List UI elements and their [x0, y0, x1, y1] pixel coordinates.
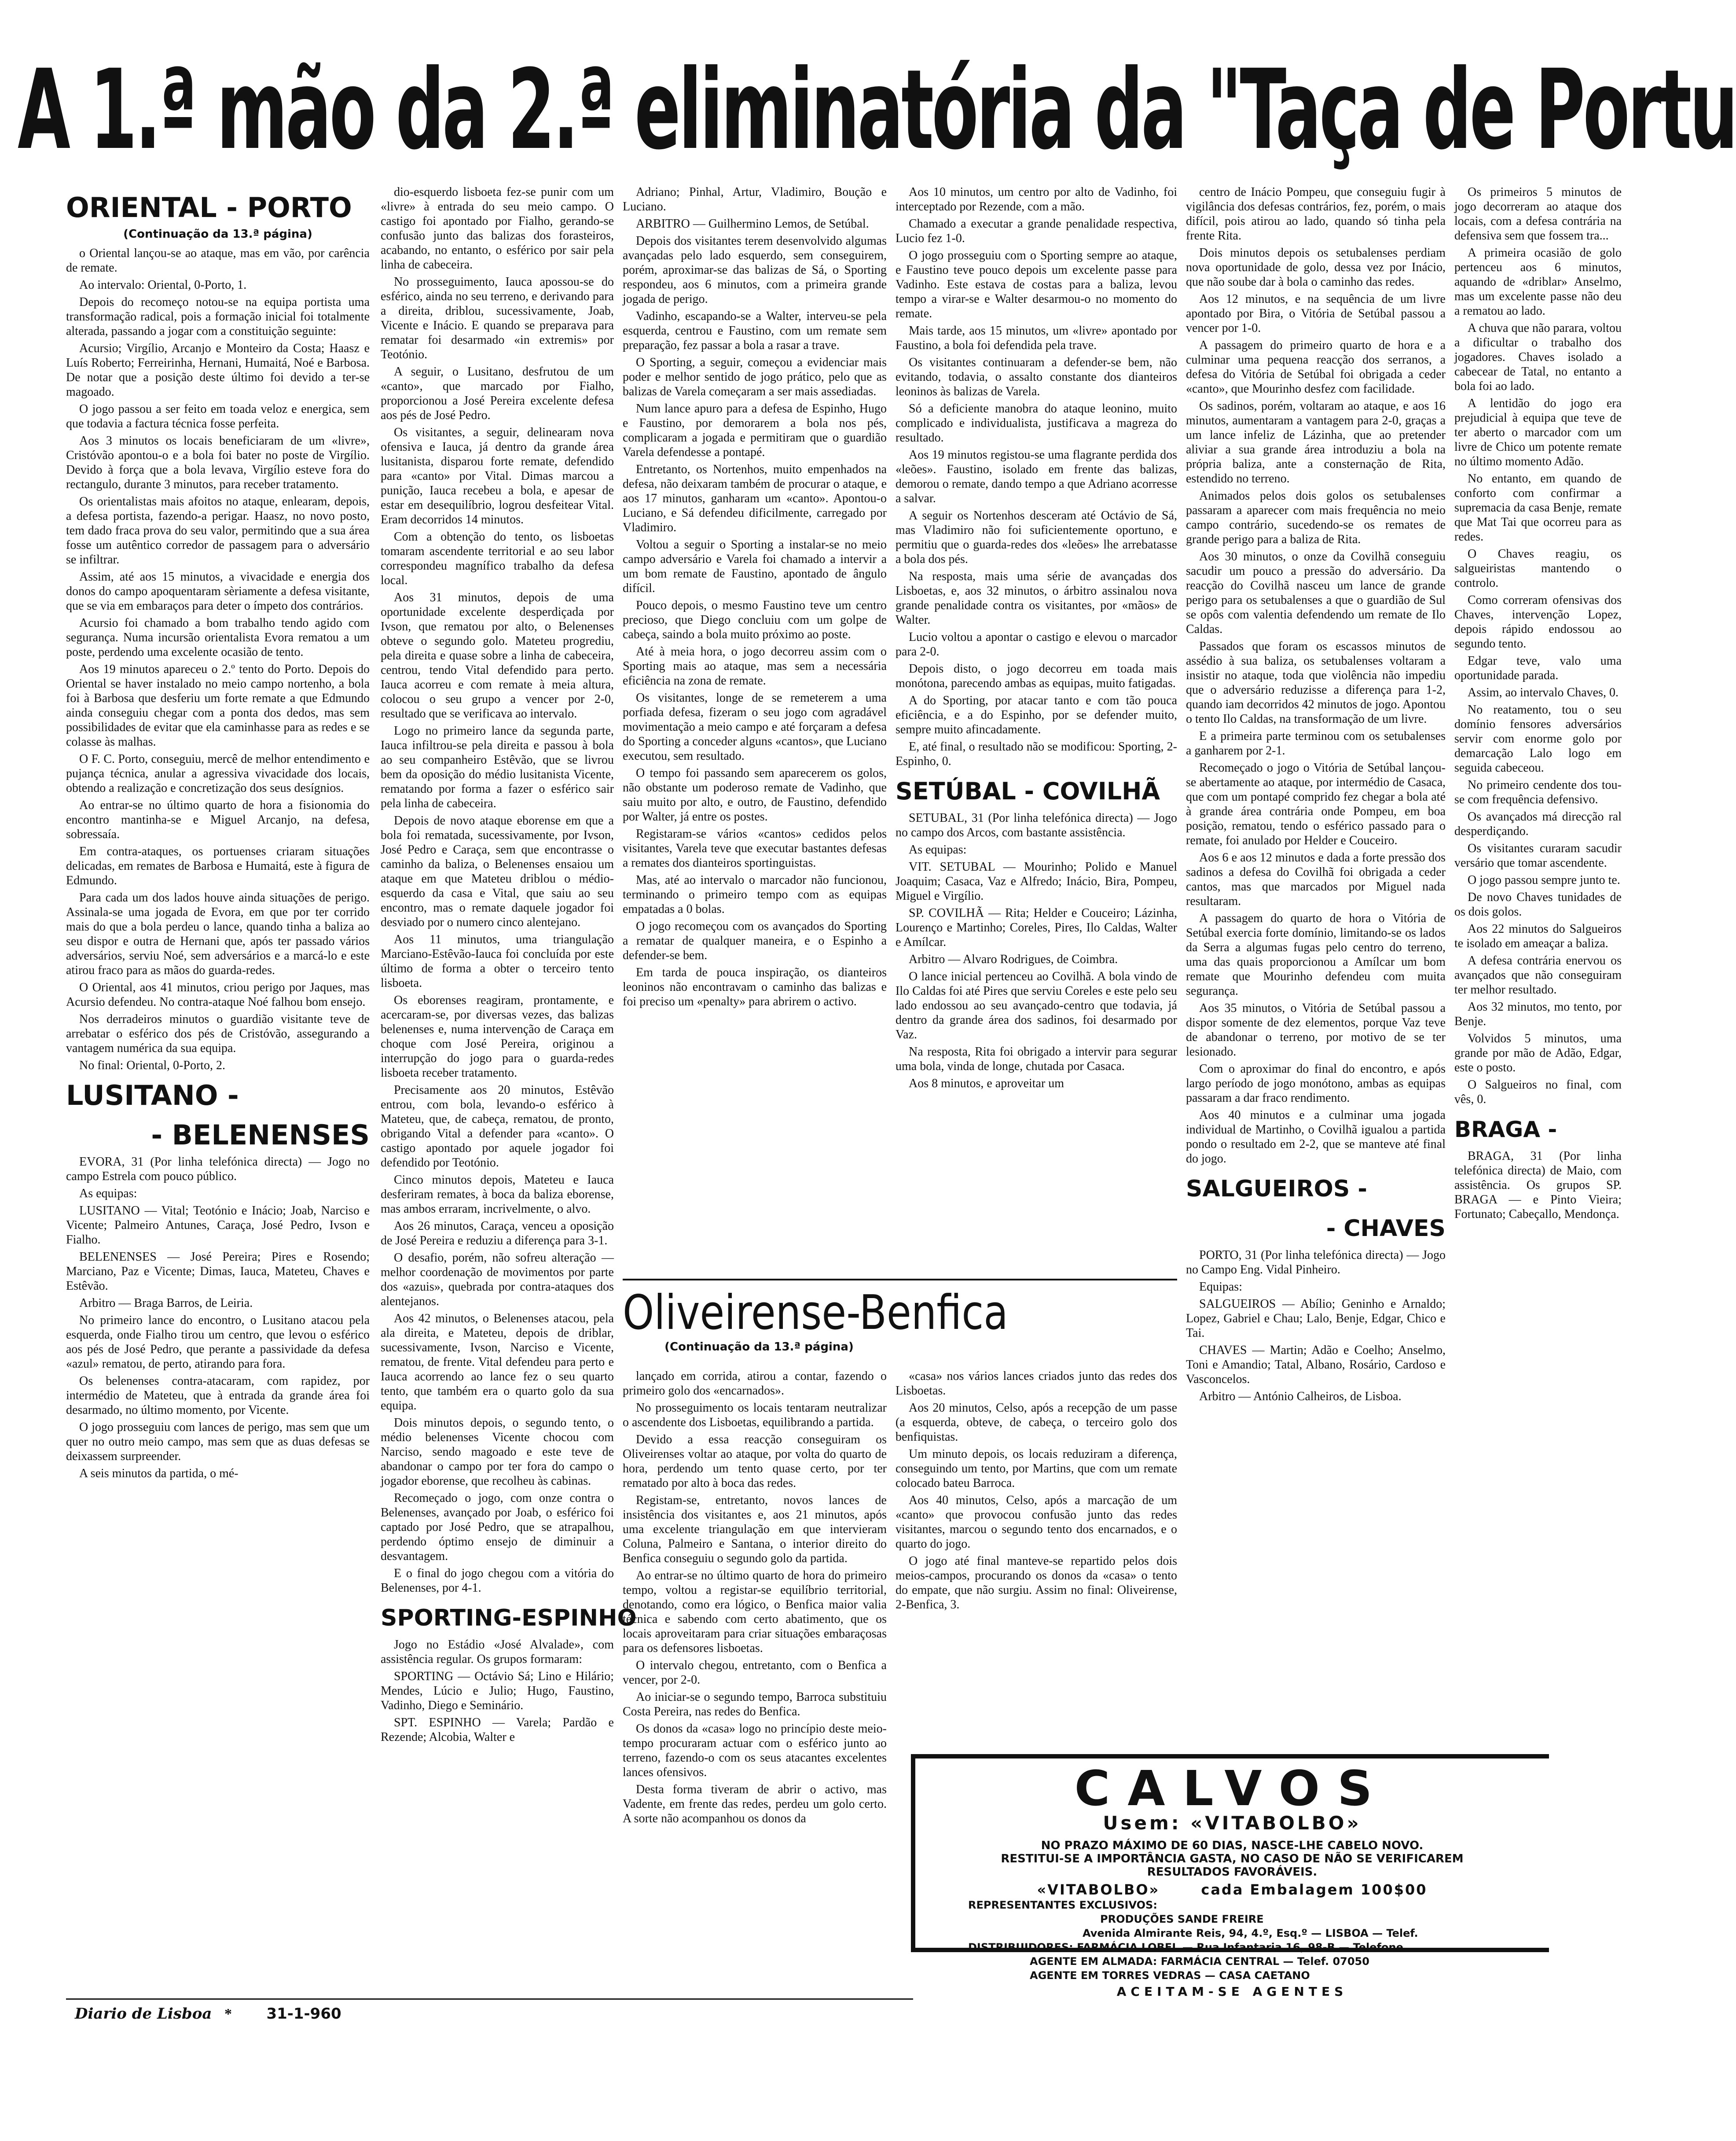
paragraph: Ao entrar-se no último quarto de hora a fisionomia do encontro mantinha-se e Miguel Arcanjo, na defesa, sobressaía.: [66, 798, 370, 841]
paragraph: Entretanto, os Nortenhos, muito empenhados na defesa, não deixaram também de procurar o ataque, e aos 17 minutos, ganharam um «canto». Apontou-o Luciano, e Sá defendeu dificilmente, carregado por Vladimiro.: [623, 463, 887, 534]
paragraph: Só a deficiente manobra do ataque leonino, muito complicado e individualista, justificava a magreza do resultado.: [896, 402, 1177, 445]
paragraph: SPORTING — Octávio Sá; Lino e Hilário; Mendes, Lúcio e Julio; Hugo, Faustino, Vadinho, Diego e Seminário.: [381, 1670, 614, 1712]
paragraph: Ao entrar-se no último quarto de hora do primeiro tempo, voltou a registar-se equilíbrio territorial, denotando, como era lógico, o Benfica maior valia técnica e sabendo com certo abatimento, que os locais aproveitaram para criar situações embaraçosas para os defensores lisboetas.: [623, 1569, 887, 1655]
paragraph: Aos 19 minutos apareceu o 2.º tento do Porto. Depois do Oriental se haver instalado no meio campo nortenho, a bola foi à Barbosa que desferiu um forte remate a que Edmundo ainda conseguiu chegar com a ponta dos dedos, mas sem possibilidades de evitar que ela caminhasse para as redes e se colasse às malhas.: [66, 662, 370, 749]
paragraph: Aos 35 minutos, o Vitória de Setúbal passou a dispor somente de dez elementos, porque Vaz teve de abandonar o terreno, por motivo de se ter lesionado.: [1186, 1001, 1446, 1059]
column-6: [1454, 185, 1622, 1739]
paragraph: Aos 32 minutos, mo tento, por Benje.: [1454, 1000, 1622, 1028]
ad-agent-torres-vedras: AGENTE EM TORRES VEDRAS — CASA CAETANO: [1030, 1969, 1310, 1982]
ad-line-1: NO PRAZO MÁXIMO DE 60 DIAS, NASCE-LHE CABELO NOVO.: [1041, 1839, 1424, 1852]
paragraph: Acursio foi chamado a bom trabalho tendo agido com segurança. Numa incursão orientalista Evora rematou a um poste, perdendo uma excelente ocasião de tento.: [66, 616, 370, 659]
paragraph: SPT. ESPINHO — Varela; Pardão e Rezende; Alcobia, Walter e: [381, 1716, 614, 1744]
paragraph: O tempo foi passando sem aparecerem os golos, não obstante um poderoso remate de Vadinho, que saiu muito por alto, e outro, de Faustino, defendido por Walter, já entre os postes.: [623, 766, 887, 824]
ad-accept-agents: ACEITAM-SE AGENTES: [1116, 1984, 1348, 1999]
paragraph: Em tarda de pouca inspiração, os dianteiros leoninos não encontravam o caminho das balizas e foi preciso um «penalty» para abrirem o activo.: [623, 966, 887, 1008]
article-salgueiros-continued: [1454, 185, 1622, 1107]
paragraph: E a primeira parte terminou com os setubalenses a ganharem por 2-1.: [1186, 729, 1446, 758]
paragraph: Com o aproximar do final do encontro, e após largo período de jogo monótono, ambas as equipas passaram a dar fraco rendimento.: [1186, 1062, 1446, 1105]
paragraph: Ao iniciar-se o segundo tempo, Barroca substituiu Costa Pereira, nas redes do Benfica.: [623, 1690, 887, 1718]
paragraph: Arbitro — Alvaro Rodrigues, de Coimbra.: [909, 953, 1118, 966]
column-4: [896, 185, 1177, 1277]
section-title-belenenses: - BELENENSES: [151, 1119, 370, 1151]
article-braga: [1454, 1149, 1622, 1221]
paragraph: As equipas:: [909, 843, 967, 857]
article-oliveirense-col-b: [896, 1369, 1177, 1730]
paragraph: De novo Chaves tunidades de os dois golos.: [1454, 890, 1622, 919]
ad-brand: CALVOS: [1074, 1760, 1390, 1817]
page-footer: [75, 2005, 341, 2023]
paragraph: E o final do jogo chegou com a vitória do Belenenses, por 4-1.: [381, 1567, 614, 1595]
paragraph: Os orientalistas mais afoitos no ataque, enlearam, depois, a defesa portista, fazendo-a perigar. Haasz, no novo posto, tem dado fraca prova do seu valor, permitindo que a sua área fosse um autêntico corredor de passagem para o adversário se infiltrar.: [66, 495, 370, 567]
column-5: [1186, 185, 1446, 1725]
ad-line-3: RESULTADOS FAVORÁVEIS.: [1147, 1865, 1318, 1879]
article-sporting-end: [896, 185, 1177, 769]
paragraph: Os visitantes, longe de se remeterem a uma porfiada defesa, fizeram o seu jogo com agradável movimentação a meio campo e até forçaram a defesa do Sporting a conceder alguns «cantos», que Luciano executou, sem resultado.: [623, 691, 887, 763]
section-title-sporting-espinho: SPORTING-ESPINHO: [381, 1605, 637, 1631]
ad-price-line: [915, 1881, 1549, 1898]
paragraph: SETUBAL, 31 (Por linha telefónica directa) — Jogo no campo dos Arcos, com bastante assistência.: [896, 811, 1177, 839]
section-title-salgueiros: SALGUEIROS -: [1186, 1176, 1367, 1202]
paragraph: Aos 10 minutos, um centro por alto de Vadinho, foi interceptado por Rezende, com a mão.: [896, 185, 1177, 213]
paragraph: «casa» nos vários lances criados junto das redes dos Lisboetas.: [896, 1369, 1177, 1398]
ad-rep-name: PRODUÇÕES SANDE FREIRE: [1100, 1913, 1264, 1925]
paragraph: Aos 19 minutos registou-se uma flagrante perdida dos «leões». Faustino, isolado em frente das balizas, demorou o remate, dando tempo a que Adriano acorresse a salvar.: [896, 448, 1177, 505]
paragraph: Nos derradeiros minutos o guardião visitante teve de arrebatar o esférico dos pés de Cristóvão, assegurando a vantagem numérica da sua equipa.: [66, 1012, 370, 1055]
paragraph: A passagem do quarto de hora o Vitória de Setúbal exercia forte domínio, limitando-se os lados da Serra a algumas fugas pelo centro do terreno, uma das quais proporcionou a Amílcar um bom remate que Mourinho defendeu com muita segurança.: [1186, 912, 1446, 998]
paragraph: Aos 40 minutos, Celso, após a marcação de um «canto» que provocou confusão junto das redes visitantes, marcou o segundo tento dos encarnados, e o quarto do jogo.: [896, 1494, 1177, 1551]
paragraph: Aos 40 minutos e a culminar uma jogada individual de Martinho, o Covilhã igualou a partida pondo o resultado em 2-2, que se manteve até final do jogo.: [1186, 1108, 1446, 1166]
footer-star: *: [224, 2006, 232, 2022]
paragraph: Recomeçado o jogo o Vitória de Setúbal lançou-se abertamente ao ataque, por intermédio de Casaca, que com um pontapé comprido fez chegar a bola até à grande área contrária onde Pompeu, em boa posição, rematou, tendo o esférico passado para o remate, foi anulado por Helder e Couceiro.: [1186, 761, 1446, 847]
paragraph: A seguir os Nortenhos desceram até Octávio de Sá, mas Vladimiro não foi suficientemente oportuno, e permitiu que o guarda-redes dos «leões» lhe arrebatasse a bola dos pés.: [896, 509, 1177, 566]
paragraph: O Chaves reagiu, os salgueiristas mantendo o controlo.: [1454, 547, 1622, 590]
paragraph: Voltou a seguir o Sporting a instalar-se no meio campo adversário e Varela foi chamado a intervir a um bom remate de Faustino, apontado de ângulo difícil.: [623, 538, 887, 595]
ad-price: cada Embalagem 100$00: [1201, 1881, 1428, 1898]
paragraph: Aos 12 minutos, e na sequência de um livre apontado por Bira, o Vitória de Setúbal passou a vencer por 1-0.: [1186, 292, 1446, 335]
paragraph: Como correram ofensivas dos Chaves, intervenção Lopez, depois rápido endossou ao segundo tento.: [1454, 593, 1622, 651]
paragraph: Equipas:: [1199, 1280, 1242, 1294]
article-lusitano-belenenses: [66, 1155, 370, 1481]
section-title-setubal-covilha: SETÚBAL - COVILHÃ: [896, 777, 1160, 805]
main-headline: A 1.ª mão da 2.ª eliminatória da "Taça de Portu: [18, 46, 1736, 174]
paragraph: lançado em corrida, atirou a contar, fazendo o primeiro golo dos «encarnados».: [623, 1369, 887, 1398]
paragraph: Registam-se, entretanto, novos lances de insistência dos visitantes e, aos 21 minutos, após uma excelente triangulação em que intervieram Coluna, Palmeiro e Santana, o interior direito do Benfica conseguiu o segundo golo da partida.: [623, 1494, 887, 1565]
paragraph: No prosseguimento, Iauca apossou-se do esférico, ainda no seu terreno, e derivando para a direita, driblou, sucessivamente, Joab, Vicente e Inácio. E quando se preparava para rematar foi desarmado «in extremis» por Teotónio.: [381, 275, 614, 361]
ad-usem: Usem: «VITABOLBO»: [1103, 1812, 1362, 1834]
paragraph: O intervalo chegou, entretanto, com o Benfica a vencer, por 2-0.: [623, 1659, 887, 1687]
paragraph: A do Sporting, por atacar tanto e com tão pouca eficiência, e a do Espinho, por se defender muito, sempre muito afincadamente.: [896, 694, 1177, 736]
paragraph: O desafio, porém, não sofreu alteração — melhor coordenação de movimentos por parte dos «azuis», quebrada por contra-ataques dos alentejanos.: [381, 1251, 614, 1308]
paragraph: Lucio voltou a apontar o castigo e elevou o marcador para 2-0.: [896, 630, 1177, 658]
paragraph: No prosseguimento os locais tentaram neutralizar o ascendente dos Lisboetas, equilibrando a partida.: [623, 1401, 887, 1429]
section-title-chaves: - CHAVES: [1326, 1215, 1446, 1242]
paragraph: Os primeiros 5 minutos de jogo decorreram ao ataque dos locais, com a defesa contrária na defensiva sem que fossem tra...: [1454, 185, 1622, 243]
paragraph: Dois minutos depois os setubalenses perdiam nova oportunidade de golo, dessa vez por Inácio, que não soube dar à bola o caminho das redes.: [1186, 246, 1446, 289]
paragraph: Aos 42 minutos, o Belenenses atacou, pela ala direita, e Mateteu, depois de driblar, sucessivamente, Ivson, Narciso e Vicente, rematou, de frente. Vital defendeu para perto e Iauca acorrendo ao lance fez o seu quarto tento, que também era o quarto golo da sua equipa.: [381, 1312, 614, 1413]
paragraph: Os visitantes, a seguir, delinearam nova ofensiva e Iauca, já dentro da grande área lusitanista, disparou forte remate, defendido para «canto» por Vital. Dimas marcou a punição, Iauca recebeu a bola, e apesar de estar em desequilíbrio, logrou desfeitear Vital. Eram decorridos 14 minutos.: [381, 426, 614, 526]
paragraph: Vadinho, escapando-se a Walter, interveu-se pela esquerda, centrou e Faustino, com um remate sem preparação, fez passar a bola a rasar a trave.: [623, 309, 887, 352]
paragraph: O F. C. Porto, conseguiu, mercê de melhor entendimento e pujança técnica, anular a agressiva vivacidade dos locais, obtendo a realização e concretização dos seus desígnios.: [66, 752, 370, 795]
paragraph: SALGUEIROS — Abílio; Geninho e Arnaldo; Lopez, Gabriel e Chau; Lalo, Benje, Edgar, Chico e Tai.: [1186, 1297, 1446, 1340]
ad-product: «VITABOLBO»: [1037, 1881, 1160, 1898]
continuation-note: (Continuação da 13.ª página): [123, 228, 312, 241]
paragraph: Depois disto, o jogo decorreu em toada mais monótona, parecendo ambas as equipas, muito fatigadas.: [896, 662, 1177, 690]
paragraph: dio-esquerdo lisboeta fez-se punir com um «livre» à entrada do seu meio campo. O castigo foi apontado por Fialho, gerando-se confusão junto das balizas dos forasteiros, acabando, no entanto, o esférico por sair pela linha de cabeceira.: [381, 185, 614, 272]
paragraph: Aos 20 minutos, Celso, após a recepção de um passe (a esquerda, obteve, de cabeça, o terceiro golo dos benfiquistas.: [896, 1401, 1177, 1444]
paragraph: Na resposta, Rita foi obrigado a intervir para segurar uma bola, vinda de longe, chutada por Casaca.: [896, 1045, 1177, 1073]
section-title-braga: BRAGA -: [1454, 1117, 1557, 1142]
ad-line-2: RESTITUI-SE A IMPORTÂNCIA GASTA, NO CASO DE NÃO SE VERIFICAREM: [1001, 1852, 1464, 1865]
paragraph: O jogo até final manteve-se repartido pelos dois meios-campos, procurando os donos da «casa» o tento do empate, que não surgiu. Assim no final: Oliveirense, 2-Benfica, 3.: [896, 1554, 1177, 1611]
section-title-oliveirense-benfica: Oliveirense-Benfica: [623, 1285, 1008, 1340]
paragraph: O jogo passou sempre junto te.: [1468, 873, 1620, 887]
paragraph: Aos 30 minutos, o onze da Covilhã conseguiu sacudir um pouco a pressão do adversário. Da reacção do Covilhã nasceu um lance de grande perigo para os setubalenses a que o guardião de Sul se opôs com valentia defendendo um remate de Ilo Caldas.: [1186, 550, 1446, 636]
paragraph: O jogo prosseguiu com o Sporting sempre ao ataque, e Faustino teve pouco depois um excelente passe para Vadinho. Este estava de costas para a baliza, levou tempo a virar-se e Walter desarmou-o no momento do remate.: [896, 249, 1177, 320]
paragraph: Até à meia hora, o jogo decorreu assim com o Sporting mais ao ataque, mas sem a necessária eficiência na zona de remate.: [623, 645, 887, 688]
paragraph: Para cada um dos lados houve ainda situações de perigo. Assinala-se uma jogada de Evora, em que por ter corrido mais do que a bola perdeu o lance, quando tinha a baliza ao seu dispor e outra de Hernani que, após ter passado vários adversários, serviu Noé, sem adversários e a marcá-lo e este atirou fraco para as mãos do guarda-redes.: [66, 891, 370, 977]
ad-rep-label: REPRESENTANTES EXCLUSIVOS:: [968, 1899, 1157, 1911]
paragraph: No reatamento, tou o seu domínio fensores adversários servir com enorme golo por demarcação Lalo logo em seguida cabeceou.: [1454, 703, 1622, 775]
ad-rep-address: Avenida Almirante Reis, 94, 4.º, Esq.º — LISBOA — Telef.: [1083, 1927, 1418, 1939]
paragraph: Num lance apuro para a defesa de Espinho, Hugo e Faustino, por demorarem a bola nos pés, complicaram a jogada e permitiram que o guardião Varela defendesse a pontapé.: [623, 402, 887, 459]
footer-rule: [66, 1998, 913, 2000]
paragraph: Arbitro — António Calheiros, de Lisboa.: [1199, 1390, 1402, 1403]
paragraph: Adriano; Pinhal, Artur, Vladimiro, Boução e Luciano.: [623, 185, 887, 213]
continuation-note-oliveirense: (Continuação da 13.ª página): [664, 1340, 854, 1354]
paragraph: Animados pelos dois golos os setubalenses passaram a aparecer com mais frequência no meio campo contrário, sucedendo-se os remates de grande perigo para a baliza de Rita.: [1186, 489, 1446, 546]
paragraph: VIT. SETUBAL — Mourinho; Polido e Manuel Joaquim; Casaca, Vaz e Alfredo; Inácio, Bira, Pompeu, Miguel e Virgílio.: [896, 860, 1177, 903]
paragraph: A seis minutos da partida, o mé-: [79, 1467, 239, 1480]
paragraph: BELENENSES — José Pereira; Pires e Rosendo; Marciano, Paz e Vicente; Dimas, Iauca, Mateteu, Chaves e Estêvão.: [66, 1250, 370, 1293]
paragraph: Mais tarde, aos 15 minutos, um «livre» apontado por Faustino, a bola foi defendida pela trave.: [896, 324, 1177, 352]
article-setubal-covilha: [896, 811, 1177, 1091]
column-3: [623, 185, 887, 1277]
paragraph: No final: Oriental, 0-Porto, 2.: [79, 1059, 226, 1072]
paragraph: No entanto, em quando de conforto com confirmar a supremacia da casa Benje, remate que Mat Tai que ocorreu para as redes.: [1454, 472, 1622, 544]
paragraph: EVORA, 31 (Por linha telefónica directa) — Jogo no campo Estrela com pouco público.: [66, 1155, 370, 1183]
paragraph: Assim, ao intervalo Chaves, 0.: [1468, 686, 1619, 699]
paragraph: Os belenenses contra-atacaram, com rapidez, por intermédio de Mateteu, que à entrada da grande área foi desarmado, no último momento, por Vicente.: [66, 1374, 370, 1417]
article-salgueiros-chaves: [1186, 1248, 1446, 1404]
paragraph: Depois do recomeço notou-se na equipa portista uma transformação radical, pois a formação inicial foi totalmente alterada, passando a jogar com a constituição seguinte:: [66, 295, 370, 338]
paragraph: A chuva que não parara, voltou a dificultar o trabalho dos jogadores. Chaves isolado a cabecear de Tatal, no entanto a bola foi ao lado.: [1454, 321, 1622, 393]
paragraph: O Salgueiros no final, com vês, 0.: [1454, 1078, 1622, 1106]
paragraph: A seguir, o Lusitano, desfrutou de um «canto», que marcado por Fialho, proporcionou a José Pereira excelente defesa aos pés de José Pedro.: [381, 365, 614, 422]
paragraph: Dois minutos depois, o segundo tento, o médio belenenses Vicente chocou com Narciso, sendo magoado e este teve de abandonar o campo por ter fora do campo o jogador eborense, que recolheu às cabinas.: [381, 1416, 614, 1488]
paragraph: A primeira ocasião de golo pertenceu aos 6 minutos, aquando de «driblar» Anselmo, mas um excelente passe não deu a rematou ao lado.: [1454, 246, 1622, 318]
paragraph: ARBITRO — Guilhermino Lemos, de Setúbal.: [636, 217, 869, 231]
article-oriental-porto: [66, 246, 370, 1073]
paragraph: Aos 31 minutos, depois de uma oportunidade excelente desperdiçada por Ivson, que rematou por alto, o Belenenses obteve o segundo golo. Mateteu progrediu, pela direita e quase sobre a linha de cabeceira, centrou, tendo Vital defendido para perto. Iauca acorreu e com remate à meia altura, colocou o seu grupo a vencer por 2-0, resultado que se verificava ao intervalo.: [381, 591, 614, 721]
article-setubal-continued: [1186, 185, 1446, 1166]
footer-date: 31-1-960: [266, 2005, 341, 2023]
paragraph: Aos 26 minutos, Caraça, venceu a oposição de José Pereira e reduziu a diferença para 3-1.: [381, 1219, 614, 1247]
paragraph: O jogo prosseguiu com lances de perigo, mas sem que um quer no outro meio campo, mas sem que as duas defesas se deixassem surpreender.: [66, 1420, 370, 1463]
paragraph: Assim, até aos 15 minutos, a vivacidade e energia dos donos do campo apoquentaram sèriamente a defesa visitante, que se via em embaraços para deter o ímpeto dos contrários.: [66, 570, 370, 613]
paragraph: CHAVES — Martin; Adão e Coelho; Anselmo, Toni e Amandio; Tatal, Albano, Rosário, Cardoso e Vasconcelos.: [1186, 1343, 1446, 1386]
paragraph: Os visitantes continuaram a defender-se bem, não evitando, todavia, o assalto constante dos dianteiros leoninos às balizas de Varela.: [896, 356, 1177, 398]
paragraph: PORTO, 31 (Por linha telefónica directa) — Jogo no Campo Eng. Vidal Pinheiro.: [1186, 1248, 1446, 1277]
paragraph: Os avançados má direcção ral desperdiçando.: [1454, 810, 1622, 838]
calvos-advertisement: [911, 1754, 1549, 1999]
paragraph: Registaram-se vários «cantos» cedidos pelos visitantes, Varela teve que executar bastantes defesas a remates dos dianteiros sportinguistas.: [623, 827, 887, 870]
paragraph: Recomeçado o jogo, com onze contra o Belenenses, avançado por Joab, o esférico foi captado por José Pedro, que se atrapalhou, perdendo óptimo ensejo de diminuir a desvantagem.: [381, 1491, 614, 1563]
paragraph: Os sadinos, porém, voltaram ao ataque, e aos 16 minutos, aumentaram a vantagem para 2-0, graças a um lance infeliz de Lázinha, que ao pretender aliviar a sua grande área introduziu a bola na própria baliza, ante a consternação de Rita, estendido no terreno.: [1186, 399, 1446, 486]
paragraph: A defesa contrária enervou os avançados que não conseguiram ter melhor resultado.: [1454, 954, 1622, 997]
paragraph: A passagem do primeiro quarto de hora e a culminar uma pequena reacção dos serranos, a defesa do Vitória de Setúbal foi obrigada a ceder «canto», que Mourinho desfez com facilidade.: [1186, 338, 1446, 396]
paragraph: Cinco minutos depois, Mateteu e Iauca desferiram remates, à boca da baliza eborense, mas ambos erraram, incrivelmente, o alvo.: [381, 1173, 614, 1216]
paragraph: Aos 8 minutos, e aproveitar um: [909, 1077, 1064, 1090]
paragraph: centro de Inácio Pompeu, que conseguiu fugir à vigilância dos defesas contrários, fez, porém, o mais difícil, pois atirou ao lado, quando só tinha pela frente Rita.: [1186, 185, 1446, 243]
paragraph: No primeiro cendente dos tou-se com frequência defensivo.: [1454, 778, 1622, 806]
paragraph: Pouco depois, o mesmo Faustino teve um centro precioso, que Diego concluiu com um golpe de cabeça, saindo a bola muito próximo ao poste.: [623, 599, 887, 641]
paragraph: SP. COVILHÃ — Rita; Helder e Couceiro; Lázinha, Lourenço e Martinho; Coreles, Pires, Ilo Caldas, Walter e Amílcar.: [896, 906, 1177, 949]
paragraph: Desta forma tiveram de abrir o activo, mas Vadente, em frente das redes, perdeu um golo certo. A sorte não acompanhou os donos da: [623, 1783, 887, 1825]
paragraph: Volvidos 5 minutos, uma grande por mão de Adão, Edgar, este o posto.: [1454, 1032, 1622, 1074]
paragraph: Logo no primeiro lance da segunda parte, Iauca infiltrou-se pela direita e passou à bola ao seu companheiro Estêvão, que se livrou bem da oposição do médio lusitanista Vicente, rematando por forma a fazer o esférico sair pela linha de cabeceira.: [381, 724, 614, 810]
paragraph: Os eborenses reagiram, prontamente, e acercaram-se, por diversas vezes, das balizas belenenses e, numa intervenção de Caraça em choque com José Pereira, originou a interrupção do jogo para o guarda-redes lisboeta receber tratamento.: [381, 993, 614, 1080]
paragraph: BRAGA, 31 (Por linha telefónica directa) de Maio, com assistência. Os grupos SP. BRAGA — e Pinto Vieira; Fortunato; Cabeçallo, Mendonça.: [1454, 1149, 1622, 1221]
ad-agent-almada: AGENTE EM ALMADA: FARMÁCIA CENTRAL — Telef. 07050: [1030, 1955, 1369, 1968]
article-lusitano-continued: [381, 185, 614, 1595]
paragraph: Aos 3 minutos os locais beneficiaram de um «livre», Cristóvão apontou-o e a bola foi bater no poste de Virgílio. Devido à força que a bola levava, Virgílio esteve fora do rectangulo, durante 3 minutos, para receber tratamento.: [66, 434, 370, 491]
paragraph: Devido a essa reacção conseguiram os Oliveirenses voltar ao ataque, por volta do quarto de hora, perdendo um tento quase certo, por ter rematado por alto à boca das redes.: [623, 1433, 887, 1490]
paragraph: As equipas:: [79, 1187, 137, 1200]
paragraph: Mas, até ao intervalo o marcador não funcionou, terminando o primeiro tempo com as equipas empatadas a 0 bolas.: [623, 873, 887, 916]
paragraph: O lance inicial pertenceu ao Covilhã. A bola vindo de Ilo Caldas foi até Pires que serviu Coreles e este pelo seu lado endossou ao seu avançado-centro que todavia, já dentro da grande área dos sadinos, foi desarmado por Vaz.: [896, 970, 1177, 1041]
article-sporting-espinho: [381, 1637, 614, 1744]
paragraph: Aos 6 e aos 12 minutos e dada a forte pressão dos sadinos a defesa do Covilhã foi obrigada a ceder cantos, mas que marcados por Miguel nada resultaram.: [1186, 851, 1446, 908]
paragraph: O jogo recomeçou com os avançados do Sporting a rematar de qualquer maneira, e o Espinho a defender-se bem.: [623, 920, 887, 962]
paragraph: O Oriental, aos 41 minutos, criou perigo por Jaques, mas Acursio defendeu. No contra-ataque Noé falhou bom ensejo.: [66, 981, 370, 1009]
paragraph: Passados que foram os escassos minutos de assédio à sua baliza, os setubalenses voltaram a insistir no ataque, toda que violência não impediu que o adversário reduzisse a diferença para 1-2, quando iam decorridos 42 minutos de jogo. Apontou o tento Ilo Caldas, na transformação de um livre.: [1186, 640, 1446, 726]
column-2: [381, 185, 637, 1990]
paragraph: LUSITANO — Vital; Teotónio e Inácio; Joab, Narciso e Vicente; Palmeiro Antunes, Caraça, José Pedro, Ivson e Fialho.: [66, 1204, 370, 1247]
paragraph: Em contra-ataques, os portuenses criaram situações delicadas, em remates de Barbosa e Humaitá, este à figura de Edmundo.: [66, 845, 370, 887]
paragraph: Arbitro — Braga Barros, de Leiria.: [79, 1296, 253, 1310]
paragraph: Chamado a executar a grande penalidade respectiva, Lucio fez 1-0.: [896, 217, 1177, 245]
paragraph: Na resposta, mais uma série de avançadas dos Lisboetas, e, aos 32 minutos, o árbitro assinalou nova grande penalidade contra os visitantes, por «mãos» de Walter.: [896, 570, 1177, 627]
article-sporting-continued: [623, 185, 887, 1009]
paragraph: Aos 22 minutos do Salgueiros te isolado em ameaçar a baliza.: [1454, 922, 1622, 950]
footer-paper-name: Diario de Lisboa: [75, 2005, 212, 2023]
paragraph: Depois dos visitantes terem desenvolvido algumas avançadas pelo lado esquerdo, sem conseguirem, porém, aproximar-se das balizas de Sá, o Sporting respondeu, aos 6 minutos, com a primeira grande jogada de perigo.: [623, 234, 887, 306]
section-title-lusitano: LUSITANO -: [66, 1079, 239, 1111]
paragraph: Com a obtenção do tento, os lisboetas tomaram ascendente territorial e ao seu labor correspondeu magnífico trabalho da defesa local.: [381, 530, 614, 587]
paragraph: Depois de novo ataque eborense em que a bola foi rematada, sucessivamente, por Ivson, José Pedro e Caraça, sem que encontrasse o caminho da baliza, o Belenenses ensaiou um ataque em que Mateteu driblou o médio-esquerdo da casa e Vital, que saiu ao seu encontro, mas o remate daquele jogador foi desviado por o numero cinco alentejano.: [381, 814, 614, 929]
paragraph: No primeiro lance do encontro, o Lusitano atacou pela esquerda, onde Fialho tirou um centro, que levou o esférico aos pés de José Pedro, que perante a passividade da defesa «azul» rematou, de perto, atirando para fora.: [66, 1313, 370, 1371]
column-1: [66, 185, 370, 1990]
article-oliveirense-col-a: [623, 1369, 887, 1825]
paragraph: Os visitantes curaram sacudir versário que tomar ascendente.: [1454, 842, 1622, 870]
paragraph: Precisamente aos 20 minutos, Estêvão entrou, com bola, levando-o esférico à Mateteu, que, de cabeça, rematou, de pronto, obrigando Vital a defender para «canto». O castigo apontado por aquele jogador foi defendido por Teotónio.: [381, 1083, 614, 1170]
paragraph: Aos 11 minutos, uma triangulação Marciano-Estêvão-Iauca foi concluída por este último de forma a obter o terceiro tento lisboeta.: [381, 933, 614, 990]
paragraph: O Sporting, a seguir, começou a evidenciar mais poder e melhor sentido de jogo prático, pelo que as balizas de Varela começaram a ser mais assediadas.: [623, 356, 887, 398]
paragraph: o Oriental lançou-se ao ataque, mas em vão, por carência de remate.: [66, 246, 370, 275]
paragraph: Um minuto depois, os locais reduziram a diferença, conseguindo um tento, por Martins, que com um remate colocado bateu Barroca.: [896, 1447, 1177, 1490]
paragraph: Jogo no Estádio «José Alvalade», com assistência regular. Os grupos formaram:: [381, 1638, 614, 1666]
ad-distributors: DISTRIBUIDORES: FARMÁCIA LOBEL — Rua Infantaria 16, 98-B — Telefone: [968, 1941, 1403, 1953]
section-title-oriental-porto: ORIENTAL - PORTO: [66, 191, 352, 224]
paragraph: Acursio; Virgílio, Arcanjo e Monteiro da Costa; Haasz e Luís Roberto; Ferreirinha, Hernani, Humaitá, Noé e Barbosa. De notar que a posição deste último foi devido a ter-se magoado.: [66, 342, 370, 399]
paragraph: E, até final, o resultado não se modificou: Sporting, 2-Espinho, 0.: [896, 740, 1177, 768]
paragraph: Ao intervalo: Oriental, 0-Porto, 1.: [79, 278, 247, 292]
paragraph: Os donos da «casa» logo no princípio deste meio-tempo procuraram actuar com o esférico junto ao terreno, fazendo-o com os seus atacantes excelentes lances ofensivos.: [623, 1722, 887, 1779]
section-divider: [623, 1279, 1177, 1280]
paragraph: Edgar teve, valo uma oportunidade parada.: [1454, 654, 1622, 682]
paragraph: A lentidão do jogo era prejudicial à equipa que teve de ter aberto o marcador com um livre de Chico um potente remate no último momento Adão.: [1454, 397, 1622, 468]
paragraph: O jogo passou a ser feito em toada veloz e energica, sem que todavia a factura técnica fosse perfeita.: [66, 402, 370, 430]
